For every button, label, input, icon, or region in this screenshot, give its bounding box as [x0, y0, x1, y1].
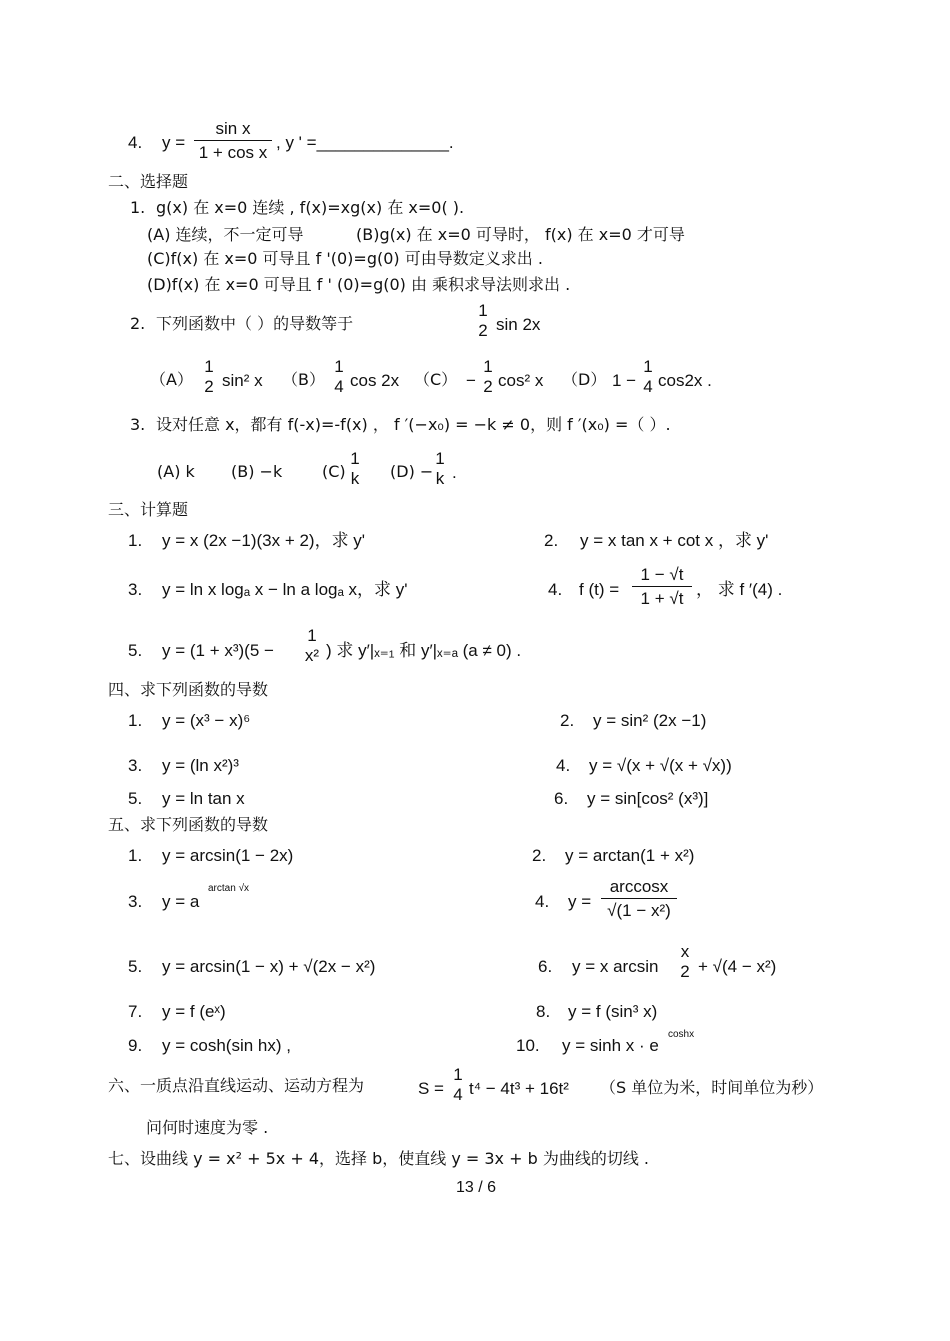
s3-i5-fraction: [302, 627, 322, 664]
s5-i1-text: y = arcsin(1 − 2x): [162, 846, 294, 865]
s3-i4-lhs: f (t) =: [579, 580, 620, 599]
s5-i3-number: 3.: [128, 892, 143, 911]
d3-fn: 1: [435, 449, 445, 468]
s5-i4-lhs: y =: [568, 892, 592, 911]
s5-i6-tail: + √(4 − x²): [698, 957, 777, 976]
s5-i7-text: y = f (eˣ): [162, 1002, 226, 1021]
section-5-heading: 五、求下列函数的导数: [108, 815, 269, 834]
s3-i2-number: 2.: [544, 531, 559, 550]
s3-i5-tail: ) 求 y′|ₓ₌₁ 和 y′|ₓ₌ₐ (a ≠ 0) .: [326, 641, 522, 660]
s6-lhs: S =: [418, 1079, 444, 1098]
s5-i10-number: 10.: [516, 1036, 540, 1055]
s4-i5-text: y = ln tan x: [162, 789, 245, 808]
section-4-heading: 四、求下列函数的导数: [108, 680, 269, 699]
s3-i4-tail: ， 求 f ′(4) .: [696, 580, 783, 599]
q4-frac-num: sin x: [215, 119, 251, 138]
s5-i4-num: arccosx: [609, 877, 669, 896]
q4-number: 4.: [128, 133, 143, 152]
s4-i5-number: 5.: [128, 789, 143, 808]
page-number: 13 / 6: [456, 1179, 497, 1196]
d-fn: 1: [643, 357, 653, 376]
s2-q2-d-tail: cos2x .: [658, 371, 712, 390]
b-fn: 1: [334, 357, 344, 376]
s5-i8-number: 8.: [536, 1002, 551, 1021]
c3-fd: k: [350, 469, 360, 488]
s6-num: 1: [453, 1065, 463, 1084]
s4-i1-text: y = (x³ − x)⁶: [162, 711, 251, 730]
s5-i8-text: y = f (sin³ x): [568, 1002, 658, 1021]
c-fn: 1: [483, 357, 493, 376]
s3-i5-number: 5.: [128, 641, 143, 660]
s5-i6-fraction: [678, 943, 692, 980]
s2-q3-text: 设对任意 x，都有 f(-x)=-f(x) ， f ′(−x₀) = −k ≠ 0，则 f ′(x₀) =（ ）.: [156, 415, 671, 434]
s3-i1-number: 1.: [128, 531, 143, 550]
q4-tail: , y ' =______________.: [276, 133, 454, 152]
s5-i1-number: 1.: [128, 846, 143, 865]
s2-q3-option-a: (A) k: [157, 462, 195, 481]
s2-q2-c-tail: cos² x: [498, 371, 544, 390]
s2-q2-d-pre: 1 −: [612, 371, 637, 390]
s5-i6-num: x: [680, 942, 690, 961]
s5-i10-text: y = sinh x · e: [562, 1036, 659, 1055]
s2-q1-option-c: (C)f(x) 在 x=0 可导且 f '(0)=g(0) 可由导数定义求出 .: [147, 249, 543, 268]
s2-q3-option-b: (B) −k: [231, 462, 283, 481]
s4-i6-text: y = sin[cos² (x³)]: [587, 789, 709, 808]
q4-fraction: [194, 120, 272, 161]
s2-q3-d-frac: [433, 450, 447, 487]
s4-i2-number: 2.: [560, 711, 575, 730]
s5-i4-fraction: [601, 878, 677, 919]
s2-q2-a-frac: [202, 358, 216, 395]
s2-q1-option-a: (A) 连续，不一定可导: [147, 225, 304, 244]
q4-frac-den: 1 + cos x: [198, 143, 268, 162]
s6-equation: t⁴ − 4t³ + 16t²: [469, 1079, 569, 1098]
s5-i10-exponent: coshx: [668, 1029, 695, 1040]
s2-q2-half: [476, 302, 490, 339]
s5-i2-text: y = arctan(1 + x²): [565, 846, 695, 865]
s4-i2-text: y = sin² (2x −1): [593, 711, 707, 730]
s4-i4-text: y = √(x + √(x + √x)): [589, 756, 732, 775]
s3-i4-den: 1 + √t: [640, 589, 684, 608]
s2-q2-b-label: （B）: [282, 370, 325, 389]
s5-i5-text: y = arcsin(1 − x) + √(2x − x²): [162, 957, 376, 976]
s2-q2-a-label: （A）: [150, 370, 193, 389]
s5-i5-number: 5.: [128, 957, 143, 976]
s3-i1-text: y = x (2x −1)(3x + 2)，求 y': [162, 531, 366, 550]
d-fd: 4: [643, 377, 653, 396]
s2-q2-number: 2.: [130, 314, 146, 333]
c3-fn: 1: [350, 449, 360, 468]
s5-i7-number: 7.: [128, 1002, 143, 1021]
s2-q3-number: 3.: [130, 415, 146, 434]
section-6-heading: 六、一质点沿直线运动、运动方程为: [108, 1076, 365, 1095]
s5-i6-lhs: y = x arcsin: [572, 957, 659, 976]
a-fn: 1: [204, 357, 214, 376]
a-fd: 2: [204, 377, 214, 396]
s2-q2-b-frac: [332, 358, 346, 395]
s2-q2-c-label: （C）: [414, 370, 458, 389]
section-3-heading: 三、计算题: [108, 500, 189, 519]
s2-q3-d-label: (D) −: [390, 462, 434, 481]
s3-i4-num: 1 − √t: [640, 565, 684, 584]
c-fd: 2: [483, 377, 493, 396]
s2-q2-a-tail: sin² x: [222, 371, 263, 390]
s2-q1-number: 1.: [130, 198, 146, 217]
s5-i4-number: 4.: [535, 892, 550, 911]
section-2-heading: 二、选择题: [108, 172, 189, 191]
d3-fd: k: [435, 469, 445, 488]
s2-q2-c-minus: −: [466, 371, 476, 390]
s3-i4-fraction: [632, 566, 692, 607]
s2-q3-c-label: (C): [322, 462, 346, 481]
s2-q2-text: 下列函数中（ ）的导数等于: [156, 314, 354, 333]
s3-i3-number: 3.: [128, 580, 143, 599]
q4-lhs: y =: [162, 133, 186, 152]
half-den: 2: [478, 321, 488, 340]
s6-units-note: （S 单位为米，时间单位为秒）: [600, 1078, 824, 1097]
s2-q2-b-tail: cos 2x: [350, 371, 400, 390]
s2-q3-c-frac: [348, 450, 362, 487]
s6-question: 问何时速度为零 .: [146, 1118, 269, 1137]
s5-i6-number: 6.: [538, 957, 553, 976]
s3-i5-num: 1: [307, 626, 317, 645]
s5-i3-text: y = a: [162, 892, 200, 911]
s4-i1-number: 1.: [128, 711, 143, 730]
s4-i4-number: 4.: [556, 756, 571, 775]
s5-i3-exponent: arctan √x: [208, 883, 250, 894]
s3-i2-text: y = x tan x + cot x ，求 y': [580, 531, 769, 550]
s5-i9-text: y = cosh(sin hx) ,: [162, 1036, 291, 1055]
s2-q2-c-frac: [481, 358, 495, 395]
s6-fraction: [451, 1066, 465, 1103]
s2-q1-option-b: (B)g(x) 在 x=0 可导时， f(x) 在 x=0 才可导: [356, 225, 685, 244]
s4-i6-number: 6.: [554, 789, 569, 808]
s5-i4-den: √(1 − x²): [607, 901, 671, 920]
section-7-text: 七、设曲线 y = x² + 5x + 4，选择 b，使直线 y = 3x + b 为曲线的切线 .: [108, 1149, 650, 1168]
s4-i3-text: y = (ln x²)³: [162, 756, 239, 775]
s2-q3-d-end: .: [452, 463, 457, 482]
s4-i3-number: 3.: [128, 756, 143, 775]
s2-q2-d-label: （D）: [562, 370, 607, 389]
s2-q2-target: sin 2x: [496, 315, 541, 334]
s2-q1-option-d: (D)f(x) 在 x=0 可导且 f ' (0)=g(0) 由 乘积求导法则求出 .: [147, 275, 571, 294]
s6-den: 4: [453, 1085, 463, 1104]
s3-i3-text: y = ln x logₐ x − ln a logₐ x，求 y': [162, 580, 408, 599]
s3-i5-lhs: y = (1 + x³)(5 −: [162, 641, 274, 660]
s2-q2-d-frac: [641, 358, 655, 395]
half-num: 1: [478, 301, 488, 320]
s2-q1-text: g(x) 在 x=0 连续 , f(x)=xg(x) 在 x=0( ).: [156, 198, 465, 217]
b-fd: 4: [334, 377, 344, 396]
s3-i5-den: x²: [304, 646, 320, 665]
s3-i4-number: 4.: [548, 580, 563, 599]
s5-i9-number: 9.: [128, 1036, 143, 1055]
s5-i6-den: 2: [680, 962, 690, 981]
s5-i2-number: 2.: [532, 846, 547, 865]
